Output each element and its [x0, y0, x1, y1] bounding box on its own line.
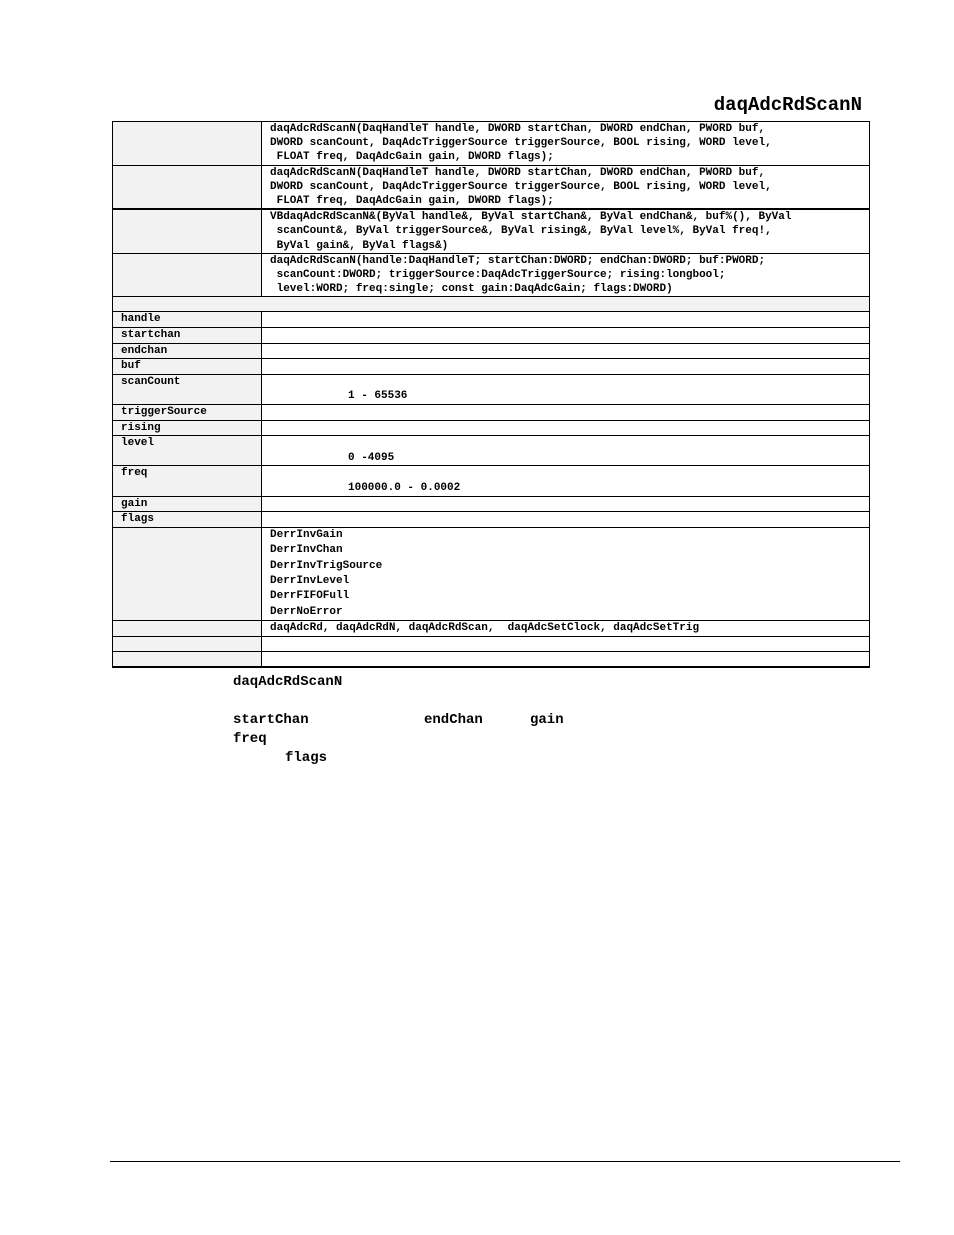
param-description — [262, 466, 870, 496]
prototype-code-cell — [262, 122, 870, 166]
param-range — [270, 466, 863, 481]
blank-row — [113, 651, 870, 667]
param-range — [270, 436, 863, 451]
error-code: DerrInvGain — [270, 528, 343, 541]
code-line: ByVal gain&, ByVal flags&) — [270, 239, 449, 252]
param-name: rising — [113, 420, 262, 436]
see-also-label-cell — [113, 621, 262, 637]
prototype-code-cell — [262, 209, 870, 253]
param-row-freq — [113, 466, 870, 496]
param-row-startchan — [113, 328, 870, 344]
description-function-name: daqAdcRdScanN — [233, 674, 343, 690]
parameters-section-header — [113, 297, 870, 312]
error-code: DerrInvLevel — [270, 574, 350, 587]
code-line: VBdaqAdcRdScanN&(ByVal handle&, ByVal startChan&, ByVal endChan&, buf%(), ByVal — [270, 211, 792, 224]
param-name: endchan — [113, 343, 262, 359]
description-word-gain: gain — [530, 712, 564, 728]
param-description — [262, 359, 870, 375]
code-line: daqAdcRdScanN(DaqHandleT handle, DWORD startChan, DWORD endChan, PWORD buf, — [270, 166, 766, 179]
code-line: DWORD scanCount, DaqAdcTriggerSource triggerSource, BOOL rising, WORD level, — [270, 180, 772, 193]
footer-divider — [110, 1161, 900, 1162]
param-row-level — [113, 436, 870, 466]
description-word-startchan: startChan — [233, 712, 309, 728]
function-reference-table — [112, 121, 870, 668]
param-description — [262, 328, 870, 344]
prototype-code-cell — [262, 165, 870, 209]
description-word-flags: flags — [285, 750, 328, 766]
param-row-triggersource — [113, 405, 870, 421]
prototype-label-cell — [113, 209, 262, 253]
param-row-handle — [113, 312, 870, 328]
param-description — [262, 343, 870, 359]
param-range — [270, 375, 863, 390]
param-row-endchan — [113, 343, 870, 359]
param-name: startchan — [113, 328, 262, 344]
param-name: flags — [113, 512, 262, 528]
param-name: freq — [113, 466, 262, 496]
code-line: DWORD scanCount, DaqAdcTriggerSource triggerSource, BOOL rising, WORD level, — [270, 137, 772, 150]
prototype-row-cpp — [113, 165, 870, 209]
prototype-label-cell — [113, 122, 262, 166]
param-row-scancount — [113, 374, 870, 404]
code-line: FLOAT freq, DaqAdcGain gain, DWORD flags); — [270, 151, 554, 164]
param-description — [262, 312, 870, 328]
param-description — [262, 436, 870, 466]
param-name: level — [113, 436, 262, 466]
param-name: scanCount — [113, 374, 262, 404]
param-name: gain — [113, 496, 262, 512]
page-title: daqAdcRdScanN — [713, 94, 862, 116]
param-row-buf — [113, 359, 870, 375]
error-code: DerrInvChan — [270, 544, 343, 557]
code-line: level:WORD; freq:single; const gain:DaqAdcGain; flags:DWORD) — [270, 283, 673, 296]
param-name: buf — [113, 359, 262, 375]
param-description — [262, 374, 870, 404]
description-word-freq: freq — [233, 731, 267, 747]
param-row-flags — [113, 512, 870, 528]
error-code: DerrFIFOFull — [270, 590, 350, 603]
returns-list — [262, 527, 870, 620]
error-code: DerrNoError — [270, 605, 343, 618]
prototype-code-cell — [262, 253, 870, 297]
param-description — [262, 405, 870, 421]
prototype-label-cell — [113, 165, 262, 209]
prototype-row-c — [113, 122, 870, 166]
param-range: 1 - 65536 — [348, 390, 408, 403]
blank-row — [113, 636, 870, 651]
code-line: scanCount&, ByVal triggerSource&, ByVal rising&, ByVal level%, ByVal freq!, — [270, 225, 772, 238]
param-range: 0 -4095 — [348, 451, 395, 464]
param-name: triggerSource — [113, 405, 262, 421]
param-description — [262, 496, 870, 512]
error-code: DerrInvTrigSource — [270, 559, 383, 572]
see-also-list: daqAdcRd, daqAdcRdN, daqAdcRdScan, daqAdcSetClock, daqAdcSetTrig — [262, 621, 870, 637]
param-description — [262, 420, 870, 436]
param-name: handle — [113, 312, 262, 328]
returns-label-cell — [113, 527, 262, 620]
code-line: daqAdcRdScanN(DaqHandleT handle, DWORD startChan, DWORD endChan, PWORD buf, — [270, 123, 766, 135]
prototype-row-delphi — [113, 253, 870, 297]
code-line: daqAdcRdScanN(handle:DaqHandleT; startChan:DWORD; endChan:DWORD; buf:PWORD; — [270, 254, 766, 267]
code-line: FLOAT freq, DaqAdcGain gain, DWORD flags); — [270, 195, 554, 208]
description-word-endchan: endChan — [424, 712, 483, 728]
param-row-gain — [113, 496, 870, 512]
returns-row — [113, 527, 870, 620]
prototype-row-vb — [113, 209, 870, 253]
prototype-label-cell — [113, 253, 262, 297]
param-description — [262, 512, 870, 528]
param-range: 100000.0 - 0.0002 — [348, 481, 461, 494]
param-row-rising — [113, 420, 870, 436]
see-also-row — [113, 621, 870, 637]
code-line: scanCount:DWORD; triggerSource:DaqAdcTriggerSource; rising:longbool; — [270, 269, 726, 282]
